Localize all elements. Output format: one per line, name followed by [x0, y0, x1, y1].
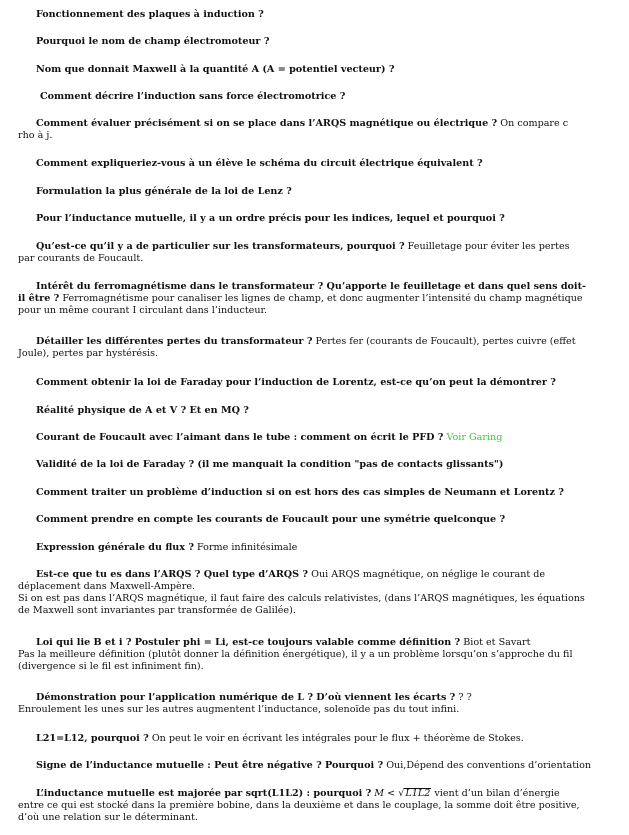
question-2	[18, 36, 618, 48]
answer-text-cont: entre ce qui est stocké dans la première bobine, dans la deuxième et dans le couplage, la somme doit être positive,	[18, 800, 580, 811]
answer-text: ? ?	[458, 692, 472, 703]
question-text: Est-ce que tu es dans l’ARQS ? Quel type d’ARQS ?	[36, 569, 309, 580]
question-text: Validité de la loi de Faraday ? (il me manquait la condition "pas de contacts glissants")	[36, 459, 504, 470]
question-text: L21=L12, pourquoi ?	[36, 733, 149, 744]
question-8	[18, 213, 618, 225]
question-text-cont: il être ?	[18, 293, 60, 304]
question-text: Courant de Foucault avec l’aimant dans le tube : comment on écrit le PFD ?	[36, 432, 444, 443]
question-text: Loi qui lie B et i ? Postuler phi = Li, est-ce toujours valable comme définition ?	[36, 637, 461, 648]
question-text: Qu’est-ce qu’il y a de particulier sur les transformateurs, pourquoi ?	[36, 241, 405, 252]
question-7	[18, 186, 618, 198]
question-text: Nom que donnait Maxwell à la quantité A (A = potentiel vecteur) ?	[36, 64, 395, 75]
question-text: Comment décrire l’induction sans force électromotrice ?	[40, 91, 346, 102]
question-text: Détailler les différentes pertes du transformateur ?	[36, 336, 313, 347]
question-16	[18, 487, 618, 499]
answer-link-text: Voir Garing	[446, 432, 503, 443]
question-10	[18, 281, 618, 317]
question-11	[18, 336, 618, 360]
question-text: Pourquoi le nom de champ électromoteur ?	[36, 36, 270, 47]
answer-text-cont: Joule), pertes par hystérésis.	[18, 348, 159, 359]
question-23	[18, 760, 618, 772]
question-text: Réalité physique de A et V ? Et en MQ ?	[36, 405, 249, 416]
question-12	[18, 377, 618, 389]
question-text: Pour l’inductance mutuelle, il y a un ordre précis pour les indices, lequel et pourquoi ?	[36, 213, 505, 224]
question-24: L’inductance mutuelle est majorée par sqrt(L1L2) : pourquoi ? M < √L1L2 vient d’un bilan d’énergie entre ce qui est stocké dans la première bobine, dans la deuxième et dans le couplage, la somme doit être positive, d’où une relation sur le déterminant.	[18, 788, 580, 823]
math-inequality: M <	[374, 788, 399, 799]
answer-text-cont: (divergence si le fil est infiniment fin).	[18, 661, 204, 672]
question-3	[18, 64, 618, 76]
question-text: Comment évaluer précisément si on se place dans l’ARQS magnétique ou électrique ?	[36, 118, 498, 129]
question-14	[18, 432, 618, 444]
question-20	[18, 637, 618, 673]
answer-text: On peut le voir en écrivant les intégrales pour le flux + théorème de Stokes.	[151, 733, 524, 744]
question-9	[18, 241, 618, 265]
answer-text-cont: rho à j.	[18, 130, 53, 141]
question-21	[18, 692, 618, 716]
question-text: Formulation la plus générale de la loi de Lenz ?	[36, 186, 292, 197]
answer-text-cont: déplacement dans Maxwell-Ampère.	[18, 581, 196, 592]
question-text: Expression générale du flux ?	[36, 542, 194, 553]
answer-text: Oui,Dépend des conventions d’orientation	[386, 760, 592, 771]
question-4	[18, 91, 618, 103]
question-text: Signe de l’inductance mutuelle : Peut être négative ? Pourquoi ?	[36, 760, 384, 771]
answer-text: Ferromagnétisme pour canaliser les lignes de champ, et donc augmenter l’intensité du champ magnétique	[62, 293, 583, 304]
answer-text: Oui ARQS magnétique, on néglige le courant de	[311, 569, 546, 580]
question-text: Intérêt du ferromagnétisme dans le transformateur ? Qu’apporte le feuilletage et dans quel sens doit-	[36, 281, 586, 292]
answer-text-cont: de Maxwell sont invariantes par transformée de Galilée).	[18, 605, 296, 616]
question-text: Comment traiter un problème d’induction si on est hors des cas simples de Neumann et Lorentz ?	[36, 487, 564, 498]
question-17	[18, 514, 618, 526]
question-22	[18, 733, 618, 745]
answer-text-cont: Si on est pas dans l’ARQS magnétique, il faut faire des calculs relativistes, (dans l’ARQS magnétiques, les équations	[18, 593, 585, 604]
answer-text-cont: Pas la meilleure définition (plutôt donner la définition énergétique), il y a un problème lorsqu’on s’approche du fil	[18, 649, 573, 660]
answer-text: Pertes fer (courants de Foucault), pertes cuivre (effet	[315, 336, 576, 347]
question-text: Comment prendre en compte les courants de Foucault pour une symétrie quelconque ?	[36, 514, 506, 525]
question-13	[18, 405, 618, 417]
question-18	[18, 542, 618, 554]
question-19	[18, 569, 618, 617]
answer-text-cont: par courants de Foucault.	[18, 253, 144, 264]
question-text: Comment expliqueriez-vous à un élève le schéma du circuit électrique équivalent ?	[36, 158, 483, 169]
answer-text: vient d’un bilan d’énergie	[434, 788, 560, 799]
question-1	[18, 9, 618, 21]
question-6	[18, 158, 618, 170]
answer-text: Biot et Savart	[463, 637, 531, 648]
question-text: L’inductance mutuelle est majorée par sqrt(L1L2) : pourquoi ?	[36, 788, 372, 799]
answer-text: Feuilletage pour éviter les pertes	[407, 241, 570, 252]
answer-text-cont: d’où une relation sur le déterminant.	[18, 812, 198, 823]
question-text: Fonctionnement des plaques à induction ?	[36, 9, 264, 20]
question-15	[18, 459, 618, 471]
answer-text: On compare c	[500, 118, 569, 129]
question-5	[18, 118, 618, 142]
answer-text-cont: Enroulement les unes sur les autres augmentent l’inductance, solenoïde pas du tout infini.	[18, 704, 460, 715]
question-text: Démonstration pour l’application numérique de L ? D’où viennent les écarts ?	[36, 692, 456, 703]
question-text: Comment obtenir la loi de Faraday pour l’induction de Lorentz, est-ce qu’on peut la démontrer ?	[36, 377, 556, 388]
answer-text: Forme infinitésimale	[197, 542, 298, 553]
answer-text-cont: pour un même courant I circulant dans l’inducteur.	[18, 305, 268, 316]
math-sqrt-argument: L1L2	[405, 788, 431, 799]
